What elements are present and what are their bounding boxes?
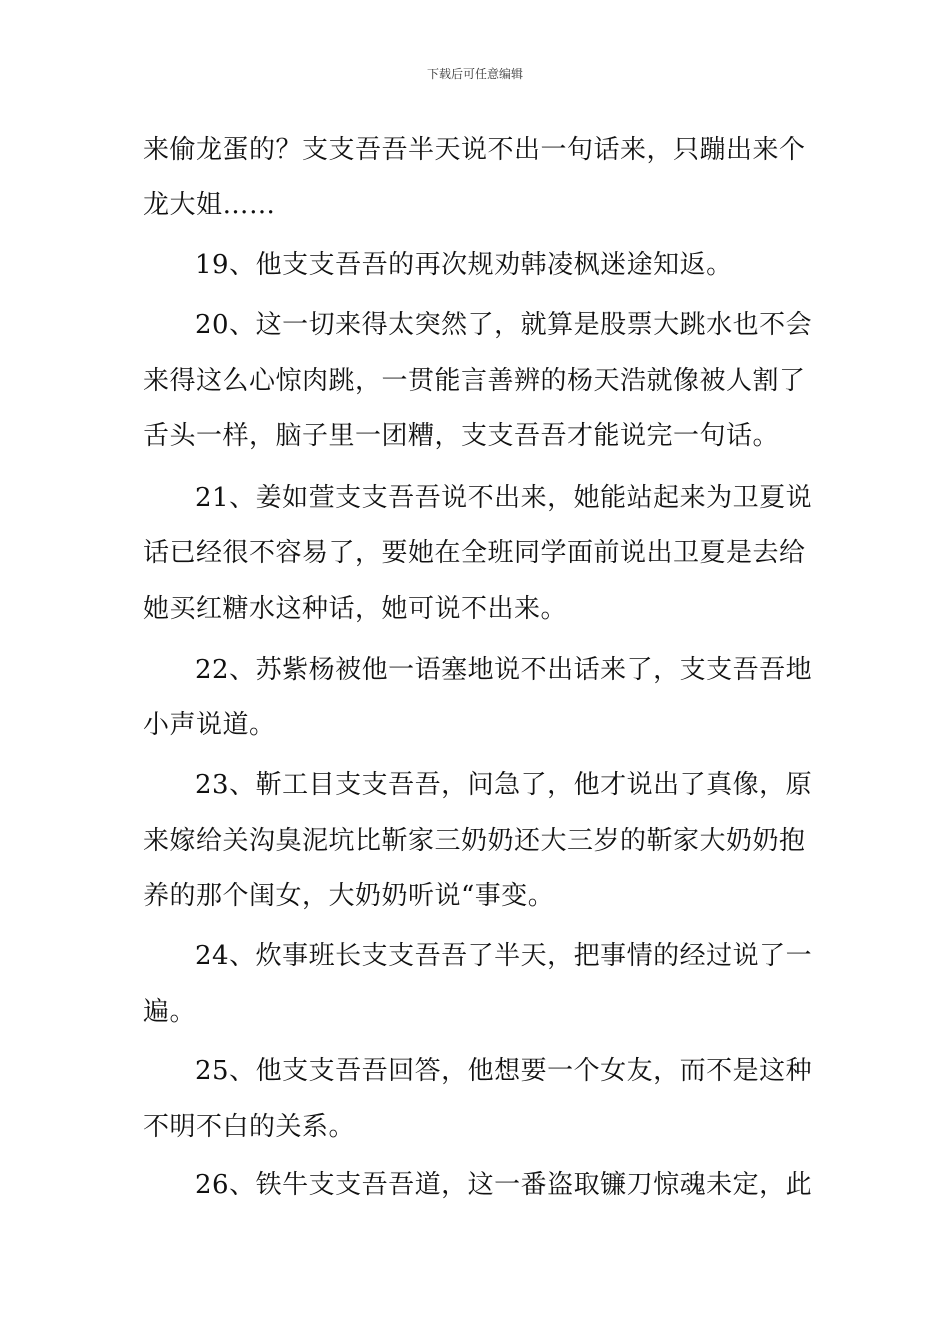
text-line: 来得这么心惊肉跳，一贯能言善辨的杨天浩就像被人割了 — [143, 366, 806, 396]
paragraph-24: 24、炊事班长支支吾吾了半天，把事情的经过说了一 — [195, 941, 813, 971]
text-line: 龙大姐…… — [143, 190, 276, 220]
paragraph-26: 26、铁牛支支吾吾道，这一番盗取镰刀惊魂未定，此 — [195, 1170, 813, 1200]
text-line: 舌头一样，脑子里一团糟，支支吾吾才能说完一句话。 — [143, 421, 780, 451]
paragraph-21: 21、姜如萱支支吾吾说不出来，她能站起来为卫夏说 — [195, 483, 813, 513]
paragraph-22: 22、苏紫杨被他一语塞地说不出话来了，支支吾吾地 — [195, 655, 813, 685]
paragraph-19: 19、他支支吾吾的再次规劝韩凌枫迷途知返。 — [195, 250, 733, 280]
paragraph-25: 25、他支支吾吾回答，他想要一个女友，而不是这种 — [195, 1056, 813, 1086]
paragraph-23: 23、靳工目支支吾吾，问急了，他才说出了真像，原 — [195, 770, 813, 800]
page-header: 下载后可任意编辑 — [426, 67, 523, 81]
text-line: 不明不白的关系。 — [143, 1112, 356, 1142]
text-line: 小声说道。 — [143, 710, 276, 740]
text-line: 养的那个闺女，大奶奶听说“事变。 — [143, 881, 555, 911]
text-line: 来偷龙蛋的？支支吾吾半天说不出一句话来，只蹦出来个 — [143, 135, 806, 165]
paragraph-20: 20、这一切来得太突然了，就算是股票大跳水也不会 — [195, 310, 813, 340]
text-line: 话已经很不容易了，要她在全班同学面前说出卫夏是去给 — [143, 538, 806, 568]
text-line: 她买红糖水这种话，她可说不出来。 — [143, 594, 568, 624]
text-line: 遍。 — [143, 997, 197, 1027]
text-line: 来嫁给关沟臭泥坑比靳家三奶奶还大三岁的靳家大奶奶抱 — [143, 826, 806, 856]
